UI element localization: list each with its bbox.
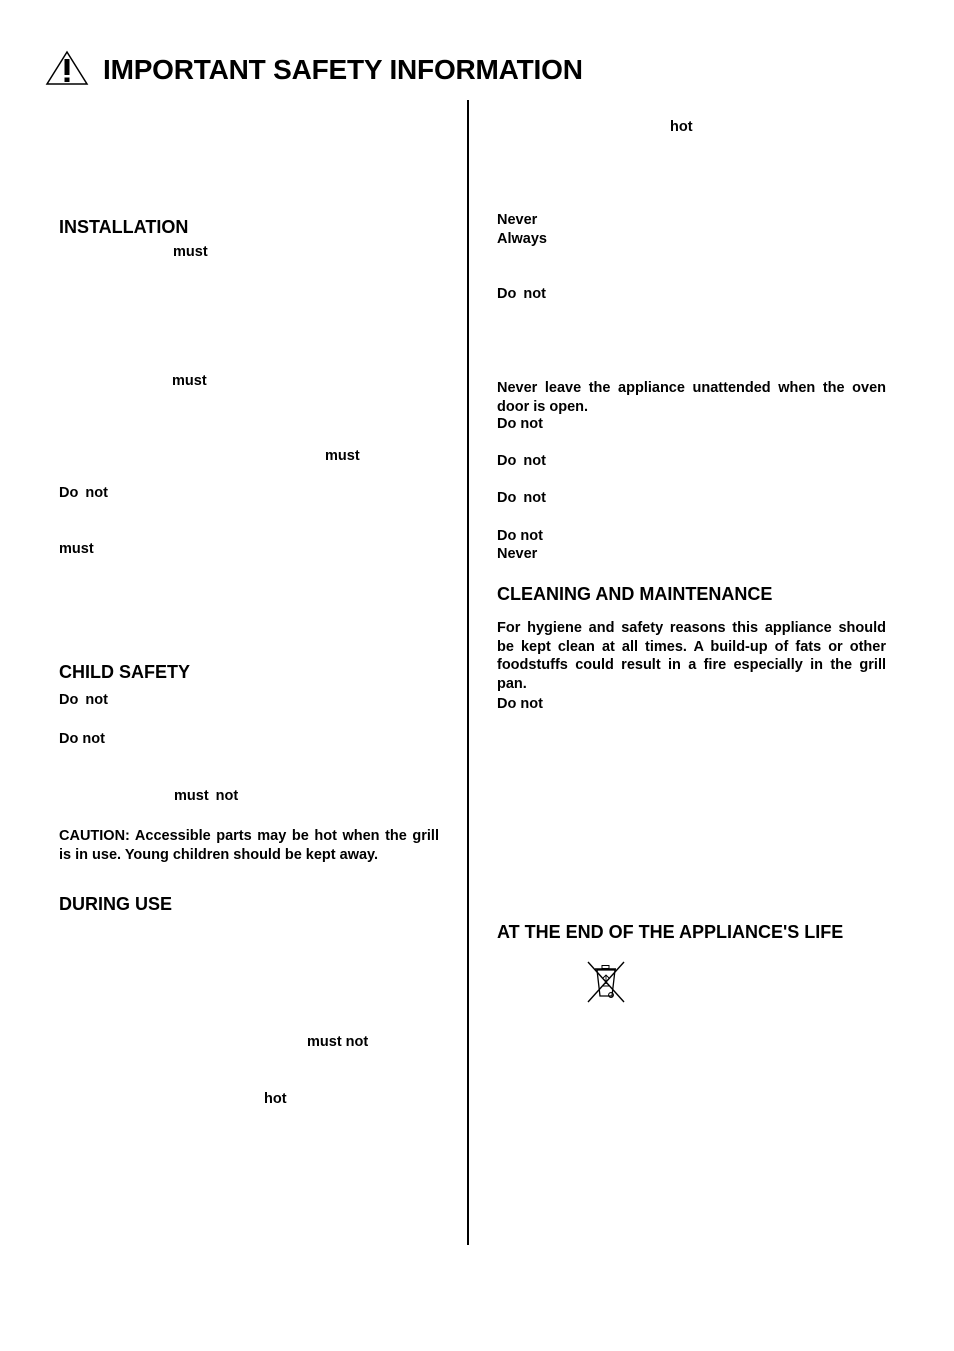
during-use-word: Do not bbox=[497, 286, 546, 302]
installation-heading: INSTALLATION bbox=[59, 217, 189, 237]
child-safety-word: must not bbox=[174, 788, 239, 804]
end-of-life-heading: AT THE END OF THE APPLIANCE'S LIFE bbox=[497, 922, 844, 942]
installation-word: must bbox=[325, 448, 360, 464]
during-use-word: hot bbox=[670, 119, 693, 135]
during-use-word: Never bbox=[497, 212, 538, 228]
installation-word: Do not bbox=[59, 485, 108, 501]
warning-triangle-icon bbox=[45, 50, 89, 86]
during-use-word: Do not bbox=[497, 528, 543, 544]
installation-word: must bbox=[59, 541, 94, 557]
during-use-word: Do not bbox=[497, 416, 543, 432]
installation-word: must bbox=[173, 244, 208, 260]
child-safety-word: Do not bbox=[59, 692, 108, 708]
page-title: IMPORTANT SAFETY INFORMATION bbox=[103, 54, 583, 85]
during-use-word: Always bbox=[497, 231, 547, 247]
during-use-heading: DURING USE bbox=[59, 894, 173, 914]
child-safety-heading: CHILD SAFETY bbox=[59, 662, 191, 682]
caution-paragraph: CAUTION: Accessible parts may be hot when the grill is in use. Young children should be kept away. bbox=[59, 828, 439, 863]
column-divider bbox=[467, 100, 469, 1245]
installation-word: must bbox=[172, 373, 207, 389]
during-use-word: must not bbox=[307, 1034, 369, 1050]
during-use-word: Never bbox=[497, 546, 538, 562]
crossed-out-wheelie-bin-icon bbox=[585, 960, 627, 1004]
unattended-warning: Never leave the appliance unattended when the oven door is open. bbox=[497, 380, 886, 415]
during-use-word: Do not bbox=[497, 453, 546, 469]
cleaning-word: Do not bbox=[497, 696, 543, 712]
during-use-word: hot bbox=[264, 1091, 287, 1107]
child-safety-word: Do not bbox=[59, 731, 105, 747]
cleaning-paragraph: For hygiene and safety reasons this appliance should be kept clean at all times. A build-up of fats or other foodstuffs could result in a fire especially in the grill pan. bbox=[497, 620, 886, 692]
cleaning-heading: CLEANING AND MAINTENANCE bbox=[497, 584, 773, 604]
during-use-word: Do not bbox=[497, 490, 546, 506]
